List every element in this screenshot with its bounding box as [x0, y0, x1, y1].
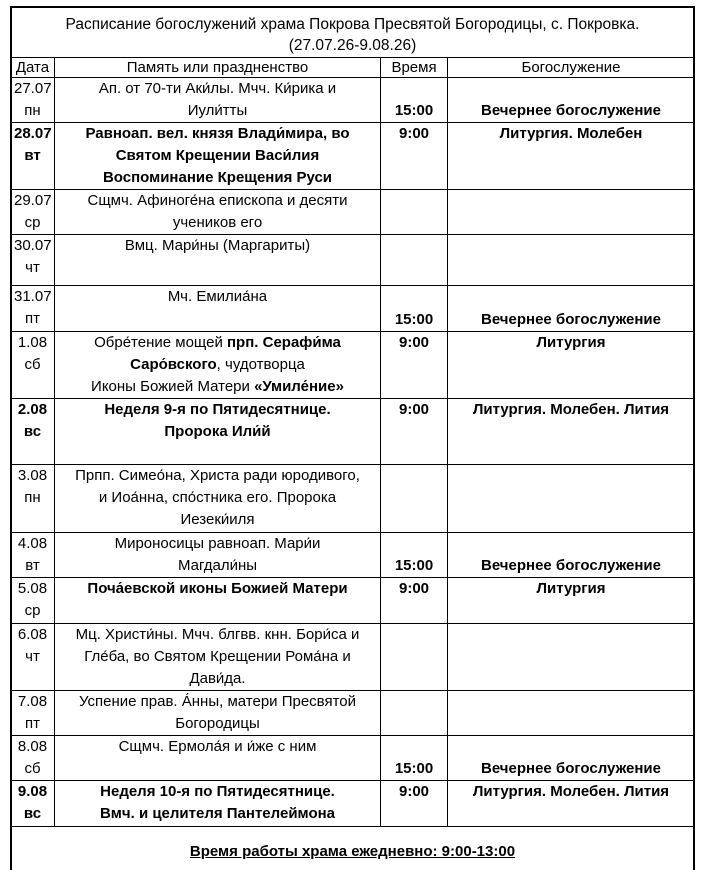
row-date-cell: 6.08 чт — [11, 624, 55, 691]
table-header-row — [11, 58, 695, 78]
table-row — [11, 286, 695, 332]
header-service: Богослужение — [448, 58, 695, 78]
title-line-1: Расписание богослужений храма Покрова Пресвятой Богородицы, с. Покровка. — [65, 16, 640, 33]
row-date-cell: 5.08 ср — [11, 578, 55, 624]
row-date-cell: 9.08 вс — [11, 781, 55, 827]
row-service-cell: Вечернее богослужение — [448, 736, 695, 781]
row-memory-cell: Прпп. Симео́на, Христа ради юродивого, и Иоа́нна, спо́стника его. Пророка Иезеки́иля — [55, 465, 381, 533]
row-time-cell — [381, 465, 448, 533]
table-row — [11, 235, 695, 286]
header-time: Время — [381, 58, 448, 78]
row-memory-cell: Равноап. вел. князя Влади́мира, во Святом Крещении Васи́лия Воспоминание Крещения Руси — [55, 123, 381, 190]
row-memory-cell: Успение прав. А́нны, матери Пресвятой Богородицы — [55, 691, 381, 736]
document-title — [12, 14, 693, 56]
row-memory-cell: Поча́евской иконы Божией Матери — [55, 578, 381, 624]
row-time-cell: 9:00 — [381, 399, 448, 465]
header-date: Дата — [11, 58, 55, 78]
row-memory-cell: Неделя 9-я по Пятидесятнице. Пророка Или́й — [55, 399, 381, 465]
row-service-cell: Литургия — [448, 578, 695, 624]
table-row — [11, 190, 695, 235]
row-time-cell: 15:00 — [381, 78, 448, 123]
row-memory-cell: Мц. Христи́ны. Мчч. блгвв. кнн. Бори́са и Гле́ба, во Святом Крещении Рома́на и Дави́да. — [55, 624, 381, 691]
schedule-table — [10, 57, 695, 827]
row-service-cell — [448, 465, 695, 533]
table-row — [11, 691, 695, 736]
row-date-cell: 4.08 вт — [11, 533, 55, 578]
row-service-cell: Вечернее богослужение — [448, 286, 695, 332]
row-time-cell — [381, 235, 448, 286]
table-row — [11, 332, 695, 399]
row-time-cell: 9:00 — [381, 781, 448, 827]
row-service-cell — [448, 691, 695, 736]
row-time-cell — [381, 691, 448, 736]
row-memory-cell: Мироносицы равноап. Мари́и Магдали́ны — [55, 533, 381, 578]
row-memory-cell: Сщмч. Афиноге́на епископа и десяти учеников его — [55, 190, 381, 235]
row-time-cell: 9:00 — [381, 578, 448, 624]
row-service-cell — [448, 190, 695, 235]
table-row — [11, 465, 695, 533]
table-row — [11, 123, 695, 190]
row-service-cell: Литургия. Молебен. Лития — [448, 781, 695, 827]
table-row — [11, 781, 695, 827]
header-memory: Память или праздненство — [55, 58, 381, 78]
table-row — [11, 399, 695, 465]
row-memory-cell: Обре́тение мощей прп. Серафи́ма Саро́вского, чудотворца Иконы Божией Матери «Умиле́ние» — [55, 332, 381, 399]
row-memory-cell: Мч. Емилиа́на — [55, 286, 381, 332]
table-row — [11, 533, 695, 578]
row-date-cell: 29.07 ср — [11, 190, 55, 235]
row-date-cell: 8.08 сб — [11, 736, 55, 781]
row-date-cell: 1.08 сб — [11, 332, 55, 399]
table-row — [11, 78, 695, 123]
row-date-cell: 28.07 вт — [11, 123, 55, 190]
table-row — [11, 736, 695, 781]
title-line-2: (27.07.26-9.08.26) — [288, 37, 417, 54]
row-memory-cell: Неделя 10-я по Пятидесятнице. Вмч. и целителя Пантелеймона — [55, 781, 381, 827]
row-service-cell: Вечернее богослужение — [448, 78, 695, 123]
row-memory-cell: Вмц. Мари́ны (Маргариты) — [55, 235, 381, 286]
row-date-cell: 27.07 пн — [11, 78, 55, 123]
row-service-cell: Вечернее богослужение — [448, 533, 695, 578]
row-time-cell — [381, 190, 448, 235]
row-date-cell: 3.08 пн — [11, 465, 55, 533]
row-time-cell: 15:00 — [381, 533, 448, 578]
row-date-cell: 7.08 пт — [11, 691, 55, 736]
row-service-cell — [448, 235, 695, 286]
row-service-cell: Литургия — [448, 332, 695, 399]
row-time-cell: 15:00 — [381, 286, 448, 332]
opening-hours-footer: Время работы храма ежедневно: 9:00-13:00 — [189, 843, 516, 860]
row-time-cell: 9:00 — [381, 123, 448, 190]
row-time-cell: 9:00 — [381, 332, 448, 399]
table-row — [11, 624, 695, 691]
table-row — [11, 578, 695, 624]
row-time-cell — [381, 624, 448, 691]
row-date-cell: 30.07 чт — [11, 235, 55, 286]
row-memory-cell: Ап. от 70-ти Аки́лы. Мчч. Ки́рика и Иули́тты — [55, 78, 381, 123]
row-time-cell: 15:00 — [381, 736, 448, 781]
row-service-cell: Литургия. Молебен. Лития — [448, 399, 695, 465]
row-memory-cell: Сщмч. Ермола́я и и́же с ним — [55, 736, 381, 781]
row-date-cell: 31.07 пт — [11, 286, 55, 332]
row-service-cell — [448, 624, 695, 691]
row-service-cell: Литургия. Молебен — [448, 123, 695, 190]
row-date-cell: 2.08 вс — [11, 399, 55, 465]
